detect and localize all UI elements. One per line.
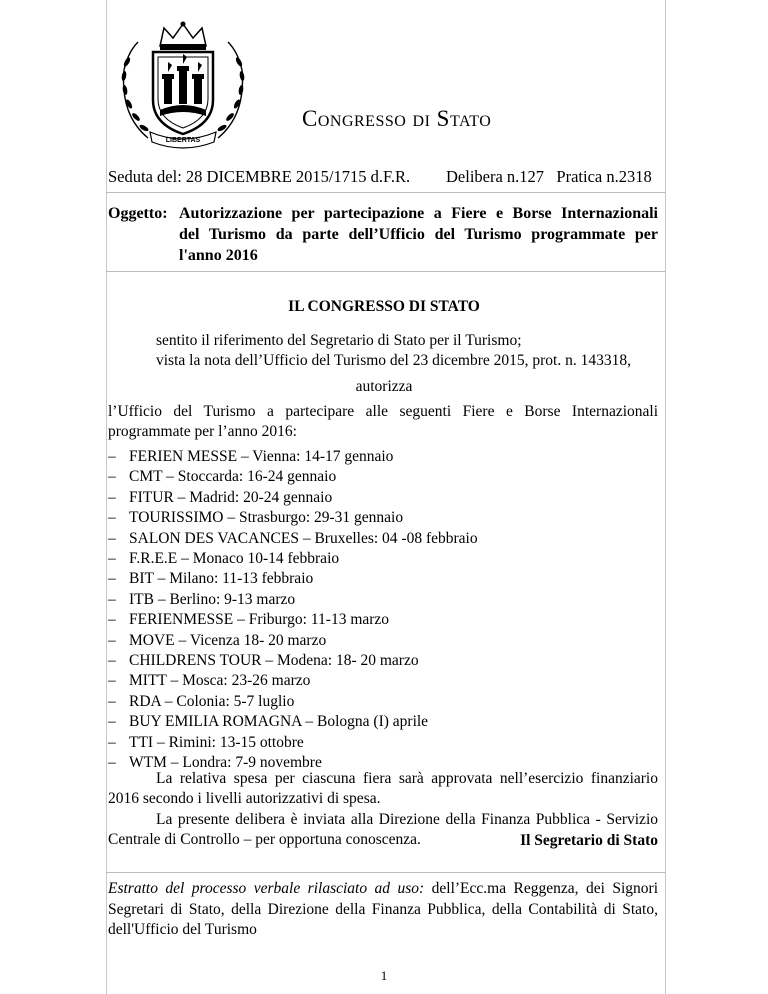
fair-item [108, 652, 419, 670]
fair-item [108, 509, 403, 527]
estratto-line-1 [108, 880, 658, 898]
bullet-dash: – [108, 631, 116, 649]
bullet-dash: – [108, 570, 116, 588]
bullet-dash: – [108, 733, 116, 751]
bullet-dash: – [108, 509, 116, 527]
fair-text: BUY EMILIA ROMAGNA – Bologna (I) aprile [129, 713, 429, 731]
signature-title: Il Segretario di Stato [520, 832, 658, 849]
fair-text: MOVE – Vicenza 18- 20 marzo [129, 631, 327, 649]
fair-item [108, 570, 313, 588]
bullet-dash: – [108, 488, 116, 506]
resolution-number: Delibera n.127 Pratica n.2318 [446, 167, 652, 186]
fair-item [108, 550, 339, 568]
fair-item [108, 713, 428, 731]
subject-label: Oggetto: [108, 205, 168, 222]
fair-item [108, 530, 478, 548]
fair-text: TOURISSIMO – Strasburgo: 29-31 gennaio [129, 509, 404, 527]
subject-line-3: l'anno 2016 [179, 247, 258, 264]
fair-item [108, 734, 304, 752]
estratto-line-3: dell'Ufficio del Turismo [108, 921, 257, 938]
fair-item [108, 448, 393, 466]
invio-line-2: Centrale di Controllo – per opportuna conoscenza. [108, 831, 421, 848]
spesa-line-2: 2016 secondo i livelli autorizzativi di spesa. [108, 790, 381, 807]
fair-text: FITUR – Madrid: 20-24 gennaio [129, 488, 333, 506]
section-heading: IL CONGRESSO DI STATO [288, 298, 480, 315]
divider-top [106, 192, 666, 193]
premise-line-2: vista la nota dell’Ufficio del Turismo del 23 dicembre 2015, prot. n. 143318, [156, 352, 631, 369]
fair-text: CHILDRENS TOUR – Modena: 18- 20 marzo [129, 652, 419, 669]
estratto-line-2: Segretari di Stato, della Direzione della Finanza Pubblica, della Contabilità di Stato, [108, 901, 658, 918]
divider-subject [106, 271, 666, 272]
fair-text: FERIEN MESSE – Vienna: 14-17 gennaio [129, 448, 394, 465]
fair-item [108, 468, 336, 486]
coat-of-arms-emblem [108, 20, 258, 150]
fair-text: ITB – Berlino: 9-13 marzo [129, 590, 296, 608]
estratto-recipients-1: dell’Ecc.ma Reggenza, dei Signori [424, 880, 658, 897]
estratto-label: Estratto del processo verbale rilasciato ad uso: [108, 880, 425, 897]
fair-text: BIT – Milano: 11-13 febbraio [129, 570, 314, 588]
fair-item [108, 672, 310, 690]
bullet-dash: – [108, 448, 116, 465]
page-number: 1 [380, 968, 388, 983]
fair-text: FERIENMESSE – Friburgo: 11-13 marzo [129, 611, 390, 629]
bullet-dash: – [108, 611, 116, 629]
fair-text: CMT – Stoccarda: 16-24 gennaio [129, 468, 337, 486]
subject-line-2: del Turismo da parte dell’Ufficio del Turismo programmate per [179, 226, 658, 243]
bullet-dash: – [108, 672, 116, 690]
spesa-line-1: La relativa spesa per ciascuna fiera sarà approvata nell’esercizio finanziario [156, 770, 658, 787]
fair-text: TTI – Rimini: 13-15 ottobre [129, 733, 304, 751]
fair-text: SALON DES VACANCES – Bruxelles: 04 -08 febbraio [129, 529, 478, 547]
document-title: Congresso di Stato [302, 106, 492, 131]
intro-line-1: l’Ufficio del Turismo a partecipare alle seguenti Fiere e Borse Internazionali [108, 403, 658, 420]
fair-item [108, 632, 326, 650]
bullet-dash: – [108, 692, 116, 710]
subject-line-1: Autorizzazione per partecipazione a Fiere e Borse Internazionali [179, 205, 658, 222]
fair-item [108, 591, 295, 609]
emblem-motto: LIBERTAS [165, 137, 201, 144]
right-margin-line [665, 0, 666, 994]
premise-line-1: sentito il riferimento del Segretario di Stato per il Turismo; [156, 332, 522, 349]
divider-bottom [106, 872, 666, 873]
fair-text: RDA – Colonia: 5-7 luglio [129, 692, 295, 710]
bullet-dash: – [108, 468, 116, 486]
session-date: Seduta del: 28 DICEMBRE 2015/1715 d.F.R. [108, 167, 411, 186]
fair-text: F.R.E.E – Monaco 10-14 febbraio [129, 550, 340, 567]
fair-item [108, 693, 294, 711]
bullet-dash: – [108, 652, 116, 669]
bullet-dash: – [108, 590, 116, 608]
bullet-dash: – [108, 754, 116, 771]
bullet-dash: – [108, 713, 116, 731]
bullet-dash: – [108, 550, 116, 567]
bullet-dash: – [108, 529, 116, 547]
fair-text: MITT – Mosca: 23-26 marzo [129, 672, 311, 690]
fair-text: WTM – Londra: 7-9 novembre [129, 754, 322, 771]
verb-autorizza: autorizza [355, 378, 413, 395]
fair-item [108, 489, 332, 507]
invio-line-1: La presente delibera è inviata alla Direzione della Finanza Pubblica - Servizio [156, 811, 658, 828]
fair-item [108, 611, 389, 629]
intro-line-2: programmate per l’anno 2016: [108, 423, 297, 440]
